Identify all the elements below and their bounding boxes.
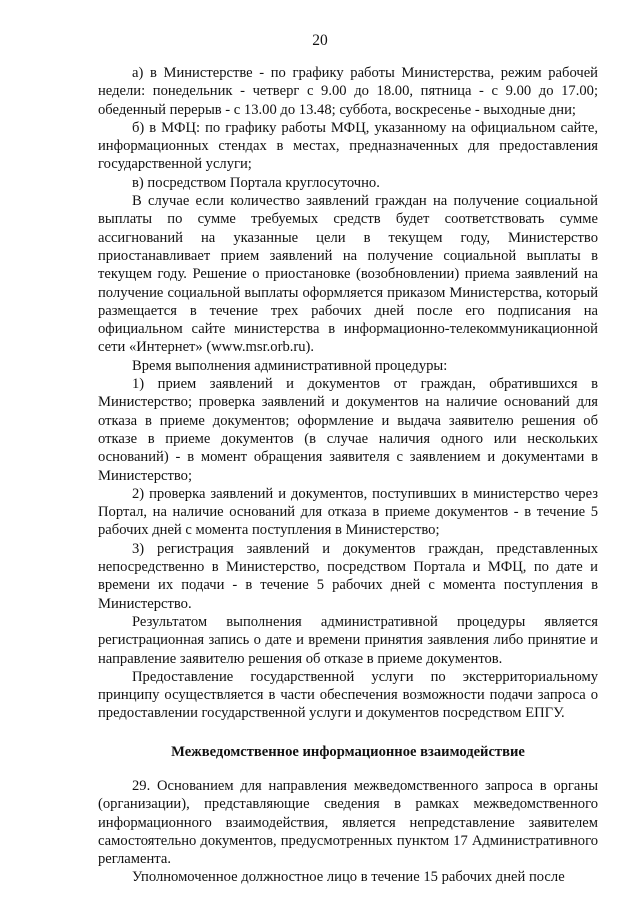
- paragraph-authorized-official: Уполномоченное должностное лицо в течение 15 рабочих дней после: [132, 869, 565, 886]
- paragraph-ministry-schedule: а) в Министерстве - по графику работы Министерства, режим рабочей недели: понедельник - четверг с 9.00 до 18.00, пятница - с 9.00 до 17.00; обеденный перерыв - с 13.00 до 13.48; суббота, воскресенье - выходные дни;: [98, 65, 598, 118]
- paragraph-procedure-result: Результатом выполнения административной процедуры является регистрационная запись о дате и времени принятия заявления либо принятие и направление заявителю решения об отказе в приеме документов.: [98, 613, 598, 667]
- paragraph-procedure-item-3: 3) регистрация заявлений и документов граждан, представленных непосредственно в Министерство, посредством Портала и МФЦ, по дате и времени их подачи - в течение 5 рабочих дней с момента поступления в Министерство.: [98, 540, 598, 612]
- paragraph-procedure-item-1: 1) прием заявлений и документов от граждан, обратившихся в Министерство; проверка заявлений и документов на наличие оснований для отказа в приеме документов; оформление и выдача заявителю решения об отказе в приеме документов (в случае наличия одного или нескольких оснований) - в момент обращения заявителя с заявлением и документами в Министерство;: [98, 376, 598, 484]
- paragraph-mfc-schedule: б) в МФЦ: по графику работы МФЦ, указанному на официальном сайте, информационных стендах в местах, предназначенных для предоставления государственной услуги;: [98, 119, 598, 173]
- paragraph-portal-schedule: в) посредством Портала круглосуточно.: [132, 174, 380, 191]
- document-body: [98, 64, 598, 887]
- paragraph-clause-29: 29. Основанием для направления межведомственного запроса в органы (организации), представляющие сведения в рамках межведомственного информационного взаимодействия, является непредставление заявителем самостоятельно документов, предусмотренных пунктом 17 Административного регламента.: [98, 777, 598, 868]
- paragraph-suspension-rule: В случае если количество заявлений граждан на получение социальной выплаты по сумме требуемых средств будет соответствовать сумме ассигнований на указанные цели в текущем году, Министерство приостанавливает прием заявлений на получение социальной выплаты в текущем году. Решение о приостановке (возобновлении) приема заявлений на получение социальной выплаты оформляется приказом Министерства, который размещается в течение трех рабочих дней после его подписания на официальном сайте министерства в информационно-телекоммуникационной сети «Интернет» (www.msr.orb.ru).: [98, 193, 598, 356]
- page-number: 20: [312, 32, 328, 49]
- section-heading: Межведомственное информационное взаимодействие: [171, 743, 525, 760]
- paragraph-procedure-time-intro: Время выполнения административной процедуры:: [132, 357, 448, 374]
- paragraph-extraterritorial: Предоставление государственной услуги по экстерриториальному принципу осуществляется в части обеспечения возможности подачи запроса о предоставлении государственной услуги и документов посредством ЕПГУ.: [98, 668, 598, 722]
- paragraph-procedure-item-2: 2) проверка заявлений и документов, поступивших в министерство через Портал, на наличие оснований для отказа в приеме документов - в течение 5 рабочих дней с момента поступления в Министерство;: [98, 485, 598, 539]
